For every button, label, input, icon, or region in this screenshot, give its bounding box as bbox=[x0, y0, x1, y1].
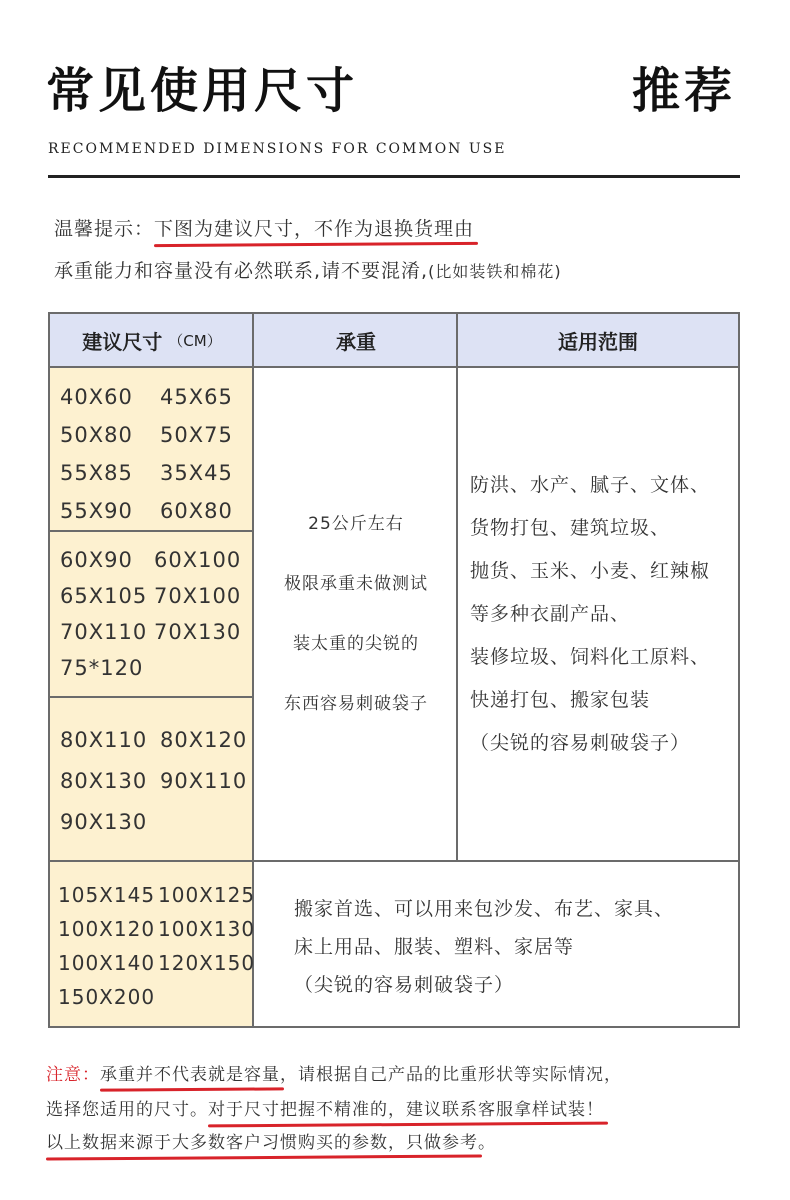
load-line: 装太重的尖锐的 bbox=[293, 634, 419, 654]
size-row bbox=[60, 542, 241, 578]
size-value: 60X80 bbox=[160, 499, 233, 523]
size-row bbox=[60, 802, 247, 843]
size-row bbox=[60, 454, 233, 492]
size-value: 100X130 bbox=[158, 917, 256, 941]
grid-line bbox=[50, 696, 254, 698]
header-size-label: 建议尺寸 bbox=[82, 329, 163, 354]
header-size bbox=[50, 314, 254, 366]
size-table bbox=[48, 312, 740, 1028]
tip-line-2 bbox=[54, 256, 562, 283]
note-underlined-3: 以上数据来源于大多数客户习惯购买的参数，只做参考 bbox=[46, 1133, 478, 1153]
header-usage: 适用范围 bbox=[458, 314, 738, 366]
note-line-1 bbox=[46, 1060, 622, 1085]
page-title: 常见使用尺寸 bbox=[46, 63, 359, 119]
size-value: 75*120 bbox=[60, 656, 144, 680]
size-row bbox=[60, 650, 241, 686]
note-line-3 bbox=[46, 1128, 496, 1153]
size-row bbox=[58, 878, 255, 912]
size-value: 70X130 bbox=[154, 620, 242, 644]
grid-line bbox=[50, 366, 738, 368]
usage-line: 等多种衣副产品、 bbox=[470, 603, 631, 625]
size-value: 80X130 bbox=[60, 769, 148, 793]
usage-line: 货物打包、建筑垃圾、 bbox=[470, 517, 671, 539]
size-value: 90X110 bbox=[160, 769, 248, 793]
size-row bbox=[60, 761, 247, 802]
size-value: 50X80 bbox=[60, 423, 133, 447]
size-value: 100X120 bbox=[58, 917, 156, 941]
size-group-2 bbox=[60, 542, 241, 686]
size-row bbox=[58, 980, 255, 1014]
load-line: 25公斤左右 bbox=[308, 514, 404, 534]
size-value: 60X90 bbox=[60, 548, 133, 572]
note-text-2: 选择您适用的尺寸。 bbox=[46, 1100, 208, 1120]
size-row bbox=[60, 492, 233, 530]
title-row bbox=[46, 52, 746, 122]
size-row bbox=[60, 614, 241, 650]
grid-line bbox=[50, 530, 254, 532]
note-underlined-2: 对于尺寸把握不精准的，建议联系客服拿样试装！ bbox=[208, 1100, 604, 1120]
large-usage-line: 搬家首选、可以用来包沙发、布艺、家具、 bbox=[294, 898, 675, 920]
size-group-3 bbox=[60, 720, 247, 843]
size-value: 70X110 bbox=[60, 620, 148, 644]
size-value: 40X60 bbox=[60, 385, 133, 409]
usage-description bbox=[470, 464, 740, 765]
size-value: 80X110 bbox=[60, 728, 148, 752]
size-row bbox=[60, 720, 247, 761]
header-size-unit: （CM） bbox=[168, 331, 222, 350]
size-row bbox=[58, 946, 255, 980]
size-group-4 bbox=[58, 878, 255, 1014]
size-row bbox=[60, 416, 233, 454]
size-row bbox=[58, 912, 255, 946]
page-subtitle: RECOMMENDED DIMENSIONS FOR COMMON USE bbox=[48, 141, 507, 157]
note-text-1: ，请根据自己产品的比重形状等实际情况， bbox=[280, 1065, 622, 1085]
note-label: 注意： bbox=[46, 1065, 100, 1085]
size-value: 45X65 bbox=[160, 385, 233, 409]
size-value: 100X125 bbox=[158, 883, 256, 907]
tip-warning-underlined: 下图为建议尺寸，不作为退换货理由 bbox=[154, 218, 475, 240]
size-row bbox=[60, 578, 241, 614]
size-value: 80X120 bbox=[160, 728, 248, 752]
tip-line-2-example: (比如装铁和棉花) bbox=[428, 262, 562, 281]
size-group-1 bbox=[60, 378, 233, 530]
size-value: 150X200 bbox=[58, 985, 156, 1009]
size-value: 35X45 bbox=[160, 461, 233, 485]
usage-line: 装修垃圾、饲料化工原料、 bbox=[470, 646, 711, 668]
note-line-2 bbox=[46, 1095, 604, 1120]
size-value: 65X105 bbox=[60, 584, 148, 608]
size-value: 120X150 bbox=[158, 951, 256, 975]
large-usage-line: （尖锐的容易刺破袋子） bbox=[294, 974, 515, 996]
tip-line-2-main: 承重能力和容量没有必然联系,请不要混淆, bbox=[54, 260, 429, 282]
usage-line: 防洪、水产、腻子、文体、 bbox=[470, 474, 711, 496]
large-size-usage bbox=[294, 890, 734, 1004]
load-description bbox=[254, 494, 458, 734]
title-divider bbox=[48, 175, 740, 178]
size-value: 100X140 bbox=[58, 951, 156, 975]
size-row bbox=[60, 378, 233, 416]
size-value: 105X145 bbox=[58, 883, 156, 907]
tip-label: 温馨提示： bbox=[54, 218, 155, 240]
tip-line-1 bbox=[54, 214, 474, 241]
page-title-right: 推荐 bbox=[631, 63, 736, 119]
load-line: 极限承重未做测试 bbox=[284, 574, 428, 594]
header-load: 承重 bbox=[254, 314, 458, 366]
note-underlined-1: 承重并不代表就是容量 bbox=[100, 1065, 280, 1085]
usage-line: 抛货、玉米、小麦、红辣椒 bbox=[470, 560, 711, 582]
grid-line bbox=[50, 860, 738, 862]
note-text-3: 。 bbox=[478, 1133, 496, 1153]
size-value: 55X90 bbox=[60, 499, 133, 523]
load-line: 东西容易刺破袋子 bbox=[284, 694, 428, 714]
size-value: 60X100 bbox=[154, 548, 242, 572]
large-usage-line: 床上用品、服装、塑料、家居等 bbox=[294, 936, 575, 958]
size-value: 50X75 bbox=[160, 423, 233, 447]
size-value: 90X130 bbox=[60, 810, 148, 834]
size-value: 55X85 bbox=[60, 461, 133, 485]
usage-line: 快递打包、搬家包装 bbox=[470, 689, 651, 711]
size-value: 70X100 bbox=[154, 584, 242, 608]
usage-line: （尖锐的容易刺破袋子） bbox=[470, 732, 691, 754]
